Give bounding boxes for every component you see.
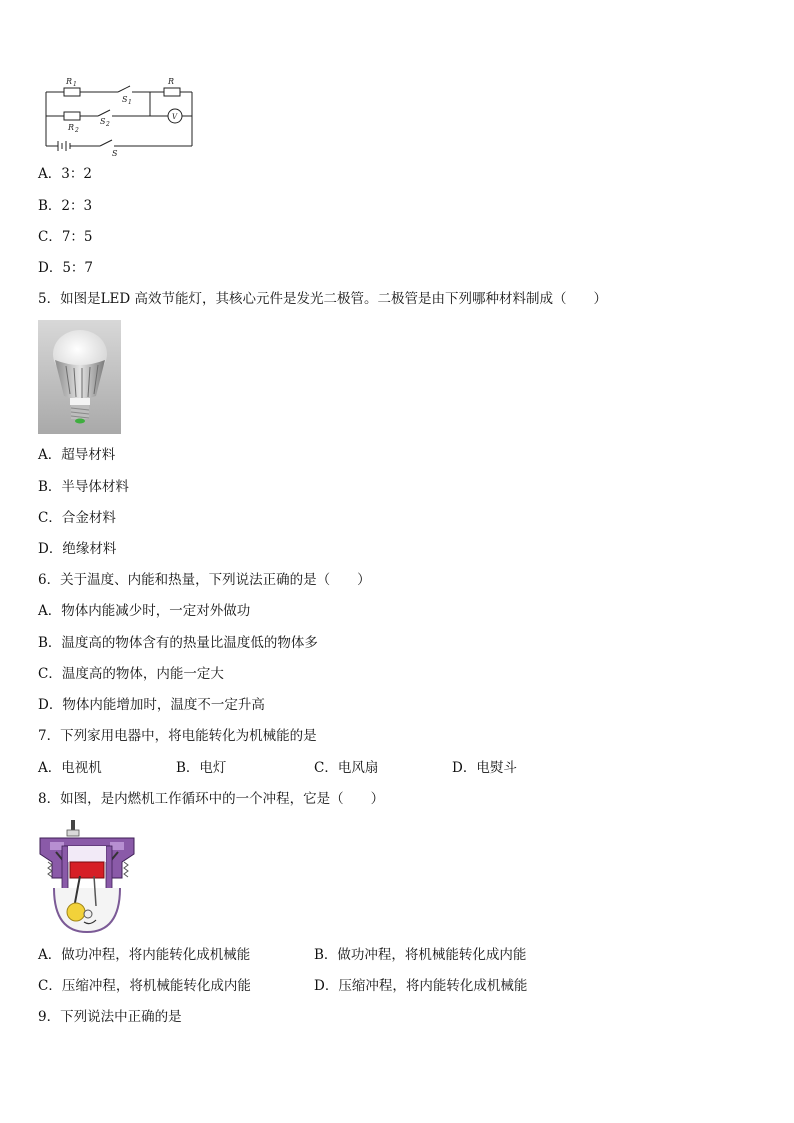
label-s1: S [122,95,128,104]
q5-option-a: A．超导材料 [38,447,116,463]
label-r2-sub: 2 [75,127,79,134]
label-s1-sub: 1 [128,99,132,106]
q6-stem: 6．关于温度、内能和热量，下列说法正确的是（ ） [38,572,371,588]
engine-stroke-diagram [38,818,136,936]
q7-option-d: D．电熨斗 [452,760,517,776]
q4-option-b: B．2：3 [38,198,93,214]
q8-option-d: D．压缩冲程，将内能转化成机械能 [314,978,528,994]
q5-option-d: D．绝缘材料 [38,541,117,557]
label-r1: R [66,77,73,86]
label-r2: R [68,123,75,132]
q4-option-d: D．5：7 [38,260,94,276]
label-s2-sub: 2 [106,121,110,128]
label-s: S [112,149,118,158]
label-r1-sub: 1 [73,81,77,88]
label-r: R [168,77,175,86]
q4-option-a: A．3：2 [38,166,92,182]
q8-option-a: A．做功冲程，将内能转化成机械能 [38,947,251,963]
q7-option-b: B．电灯 [176,760,227,776]
q6-option-a: A．物体内能减少时，一定对外做功 [38,603,251,619]
q7-stem: 7．下列家用电器中，将电能转化为机械能的是 [38,728,317,744]
q6-option-c: C．温度高的物体，内能一定大 [38,666,224,682]
q8-option-c: C．压缩冲程，将机械能转化成内能 [38,978,251,994]
q8-option-b: B．做功冲程，将机械能转化成内能 [314,947,527,963]
q6-option-d: D．物体内能增加时，温度不一定升高 [38,697,265,713]
q7-option-a: A．电视机 [38,760,102,776]
label-s2: S [100,117,106,126]
q5-option-b: B．半导体材料 [38,479,129,495]
q4-option-c: C．7：5 [38,229,93,245]
q9-stem: 9．下列说法中正确的是 [38,1009,182,1025]
q5-stem: 5．如图是LED 高效节能灯，其核心元件是发光二极管。二极管是由下列哪种材料制成（ ） [38,291,608,307]
q5-option-c: C．合金材料 [38,510,116,526]
label-v: V [172,113,178,121]
q6-option-b: B．温度高的物体含有的热量比温度低的物体多 [38,635,318,651]
circuit-diagram [38,72,200,158]
q8-stem: 8．如图，是内燃机工作循环中的一个冲程，它是（ ） [38,791,385,807]
q7-option-c: C．电风扇 [314,760,379,776]
led-bulb-image [38,320,121,434]
